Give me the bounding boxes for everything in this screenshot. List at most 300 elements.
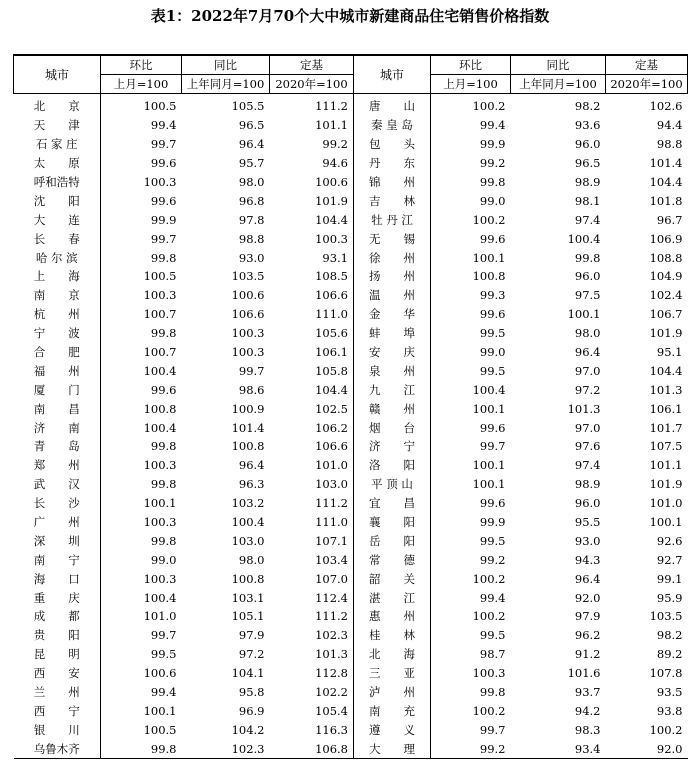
base-value-cell: 108.8 — [649, 250, 683, 265]
yoy-value-cell: 105.5 — [231, 99, 265, 114]
city-name-cell: 蚌 埠 — [354, 324, 431, 343]
mom-value-cell: 99.2 — [431, 739, 511, 758]
mom-value-cell: 99.6 — [479, 496, 506, 511]
base-value-cell: 106.7 — [649, 307, 683, 322]
base-value-cell: 111.2 — [270, 607, 354, 626]
base-value-cell: 106.9 — [649, 231, 683, 246]
mom-value-cell: 99.7 — [479, 722, 506, 737]
yoy-value-cell: 96.0 — [574, 496, 601, 511]
mom-value-cell: 99.8 — [150, 533, 177, 548]
base-value-cell: 94.6 — [270, 154, 354, 173]
table-row — [14, 437, 688, 456]
city-name-cell: 沈 阳 — [14, 191, 101, 210]
base-value-cell: 101.9 — [649, 326, 683, 341]
base-value-cell: 101.9 — [649, 477, 683, 492]
mom-value-cell: 99.4 — [479, 118, 506, 133]
base-value-cell: 101.8 — [649, 193, 683, 208]
mom-value-cell: 100.5 — [143, 99, 177, 114]
mom-value-cell: 99.8 — [479, 685, 506, 700]
city-name-cell: 长 春 — [14, 229, 101, 248]
mom-value-cell: 100.4 — [143, 590, 177, 605]
table-row — [14, 702, 688, 721]
mom-value-cell: 100.1 — [472, 401, 506, 416]
mom-value-cell: 99.7 — [150, 231, 177, 246]
city-name-cell: 唐 山 — [354, 94, 431, 116]
yoy-value-cell: 96.0 — [574, 137, 601, 152]
mom-value-cell: 99.4 — [150, 685, 177, 700]
mom-value-cell: 100.1 — [143, 496, 177, 511]
table-row — [14, 683, 688, 702]
mom-value-cell: 99.5 — [479, 363, 506, 378]
mom-value-cell: 100.3 — [143, 288, 177, 303]
city-name-cell: 丹 东 — [354, 154, 431, 173]
mom-value-cell: 100.2 — [472, 703, 506, 718]
city-name-cell: 南 充 — [354, 702, 431, 721]
city-name-cell: 洛 阳 — [354, 456, 431, 475]
city-name-cell: 大 理 — [354, 739, 431, 758]
yoy-value-cell: 101.3 — [567, 401, 601, 416]
city-name-cell: 无 锡 — [354, 229, 431, 248]
table-row — [14, 569, 688, 588]
city-name-cell: 贵 阳 — [14, 626, 101, 645]
header-mom-base-left: 上月=100 — [101, 75, 182, 94]
header-yoy-right: 同比 — [511, 55, 606, 75]
base-value-cell: 95.9 — [656, 590, 683, 605]
mom-value-cell: 99.6 — [479, 420, 506, 435]
yoy-value-cell: 103.2 — [231, 496, 265, 511]
yoy-value-cell: 101.6 — [567, 666, 601, 681]
table-row — [14, 739, 688, 758]
yoy-value-cell: 105.1 — [231, 609, 265, 624]
table-row — [14, 94, 688, 116]
table-row — [14, 210, 688, 229]
base-value-cell: 101.0 — [270, 456, 354, 475]
mom-value-cell: 100.4 — [143, 420, 177, 435]
city-name-cell: 广 州 — [14, 513, 101, 532]
base-value-cell: 102.5 — [270, 399, 354, 418]
base-value-cell: 112.4 — [270, 588, 354, 607]
base-value-cell: 111.2 — [270, 94, 354, 116]
mom-value-cell: 99.0 — [479, 193, 506, 208]
city-name-cell: 平 顶 山 — [354, 475, 431, 494]
base-value-cell: 108.5 — [270, 267, 354, 286]
base-value-cell: 104.4 — [649, 363, 683, 378]
yoy-value-cell: 97.4 — [574, 212, 601, 227]
city-name-cell: 泸 州 — [354, 683, 431, 702]
mom-value-cell: 100.7 — [143, 345, 177, 360]
yoy-value-cell: 96.5 — [238, 118, 265, 133]
header-mom-right: 环比 — [431, 55, 511, 75]
yoy-value-cell: 96.4 — [574, 571, 601, 586]
header-yoy-left: 同比 — [182, 55, 270, 75]
yoy-value-cell: 96.4 — [574, 345, 601, 360]
mom-value-cell: 99.5 — [479, 628, 506, 643]
city-name-cell: 重 庆 — [14, 588, 101, 607]
base-value-cell: 106.1 — [270, 343, 354, 362]
table-title: 表1：2022年7月70个大中城市新建商品住宅销售价格指数 — [150, 7, 550, 25]
city-name-cell: 昆 明 — [14, 645, 101, 664]
base-value-cell: 100.1 — [649, 515, 683, 530]
base-value-cell: 101.3 — [649, 382, 683, 397]
table-row — [14, 380, 688, 399]
city-name-cell: 惠 州 — [354, 607, 431, 626]
yoy-value-cell: 96.3 — [238, 477, 265, 492]
mom-value-cell: 99.4 — [150, 118, 177, 133]
table-row — [14, 248, 688, 267]
city-name-cell: 北 海 — [354, 645, 431, 664]
table-row — [14, 135, 688, 154]
table-row — [14, 286, 688, 305]
mom-value-cell: 99.9 — [479, 137, 506, 152]
base-value-cell: 101.4 — [649, 156, 683, 171]
yoy-value-cell: 98.9 — [574, 477, 601, 492]
base-value-cell: 94.4 — [656, 118, 683, 133]
base-value-cell: 100.3 — [270, 229, 354, 248]
city-name-cell: 秦 皇 岛 — [354, 116, 431, 135]
yoy-value-cell: 97.9 — [574, 609, 601, 624]
city-name-cell: 济 宁 — [354, 437, 431, 456]
table-row — [14, 494, 688, 513]
base-value-cell: 104.9 — [649, 269, 683, 284]
header-mom-base-right: 上月=100 — [431, 75, 511, 94]
yoy-value-cell: 97.0 — [574, 420, 601, 435]
mom-value-cell: 100.6 — [143, 666, 177, 681]
base-value-cell: 101.7 — [649, 420, 683, 435]
base-value-cell: 99.1 — [656, 571, 683, 586]
mom-value-cell: 100.3 — [472, 666, 506, 681]
yoy-value-cell: 96.8 — [238, 193, 265, 208]
yoy-value-cell: 98.0 — [574, 326, 601, 341]
table-header — [14, 55, 688, 94]
header-city-right: 城市 — [354, 55, 431, 94]
yoy-value-cell: 100.1 — [567, 307, 601, 322]
mom-value-cell: 99.6 — [150, 382, 177, 397]
city-name-cell: 常 德 — [354, 550, 431, 569]
header-yoy-base-right: 上年同月=100 — [511, 75, 606, 94]
city-name-cell: 宁 波 — [14, 324, 101, 343]
table-row — [14, 343, 688, 362]
table-row — [14, 626, 688, 645]
header-base-base-right: 2020年=100 — [606, 75, 688, 94]
yoy-value-cell: 98.6 — [238, 382, 265, 397]
mom-value-cell: 99.2 — [479, 156, 506, 171]
base-value-cell: 95.1 — [656, 345, 683, 360]
yoy-value-cell: 96.9 — [238, 703, 265, 718]
base-value-cell: 98.8 — [656, 137, 683, 152]
city-name-cell: 遵 义 — [354, 720, 431, 739]
mom-value-cell: 100.3 — [143, 175, 177, 189]
yoy-value-cell: 99.8 — [574, 250, 601, 265]
mom-value-cell: 99.5 — [150, 647, 177, 662]
table-row — [14, 645, 688, 664]
mom-value-cell: 100.2 — [472, 212, 506, 227]
city-name-cell: 三 亚 — [354, 664, 431, 683]
header-base-left: 定基 — [270, 55, 354, 75]
mom-value-cell: 99.9 — [150, 212, 177, 227]
base-value-cell: 98.2 — [656, 628, 683, 643]
table-row — [14, 324, 688, 343]
yoy-value-cell: 98.0 — [238, 175, 265, 189]
base-value-cell: 100.6 — [270, 173, 354, 192]
mom-value-cell: 100.3 — [143, 458, 177, 473]
city-name-cell: 呼和浩特 — [14, 173, 101, 192]
base-value-cell: 105.4 — [270, 702, 354, 721]
base-value-cell: 111.0 — [270, 305, 354, 324]
mom-value-cell: 100.3 — [143, 515, 177, 530]
yoy-value-cell: 100.9 — [231, 401, 265, 416]
table-row — [14, 229, 688, 248]
yoy-value-cell: 98.2 — [574, 99, 601, 114]
base-value-cell: 103.5 — [649, 609, 683, 624]
base-value-cell: 106.8 — [270, 739, 354, 758]
base-value-cell: 101.9 — [270, 191, 354, 210]
city-name-cell: 深 圳 — [14, 531, 101, 550]
yoy-value-cell: 94.3 — [574, 552, 601, 567]
mom-value-cell: 100.2 — [472, 609, 506, 624]
yoy-value-cell: 93.7 — [574, 685, 601, 700]
header-city-left: 城市 — [14, 55, 101, 94]
city-name-cell: 襄 阳 — [354, 513, 431, 532]
yoy-value-cell: 96.0 — [574, 269, 601, 284]
base-value-cell: 101.3 — [270, 645, 354, 664]
city-name-cell: 兰 州 — [14, 683, 101, 702]
city-name-cell: 长 沙 — [14, 494, 101, 513]
table-row — [14, 513, 688, 532]
city-name-cell: 温 州 — [354, 286, 431, 305]
table-row — [14, 720, 688, 739]
mom-value-cell: 99.8 — [150, 439, 177, 454]
base-value-cell: 104.4 — [649, 175, 683, 189]
base-value-cell: 116.3 — [270, 720, 354, 739]
mom-value-cell: 100.8 — [143, 401, 177, 416]
table-row — [14, 154, 688, 173]
mom-value-cell: 99.0 — [150, 552, 177, 567]
city-name-cell: 西 安 — [14, 664, 101, 683]
city-name-cell: 包 头 — [354, 135, 431, 154]
yoy-value-cell: 95.5 — [574, 515, 601, 530]
city-name-cell: 银 川 — [14, 720, 101, 739]
yoy-value-cell: 100.6 — [231, 288, 265, 303]
yoy-value-cell: 96.5 — [574, 156, 601, 171]
header-base-right: 定基 — [606, 55, 688, 75]
city-name-cell: 成 都 — [14, 607, 101, 626]
city-name-cell: 济 南 — [14, 418, 101, 437]
city-name-cell: 安 庆 — [354, 343, 431, 362]
city-name-cell: 徐 州 — [354, 248, 431, 267]
yoy-value-cell: 96.4 — [238, 137, 265, 152]
table-row — [14, 531, 688, 550]
yoy-value-cell: 98.1 — [574, 193, 601, 208]
table-row — [14, 399, 688, 418]
base-value-cell: 102.2 — [270, 683, 354, 702]
table-row — [14, 588, 688, 607]
city-name-cell: 杭 州 — [14, 305, 101, 324]
yoy-value-cell: 97.0 — [574, 363, 601, 378]
city-name-cell: 湛 江 — [354, 588, 431, 607]
yoy-value-cell: 91.2 — [574, 647, 601, 662]
city-name-cell: 南 昌 — [14, 399, 101, 418]
mom-value-cell: 99.7 — [150, 137, 177, 152]
city-name-cell: 乌鲁木齐 — [14, 739, 101, 758]
base-value-cell: 104.4 — [270, 380, 354, 399]
city-name-cell: 上 海 — [14, 267, 101, 286]
city-name-cell: 海 口 — [14, 569, 101, 588]
base-value-cell: 106.6 — [270, 286, 354, 305]
table-row — [14, 116, 688, 135]
mom-value-cell: 100.5 — [143, 269, 177, 284]
base-value-cell: 106.6 — [270, 437, 354, 456]
city-name-cell: 青 岛 — [14, 437, 101, 456]
yoy-value-cell: 97.8 — [238, 212, 265, 227]
base-value-cell: 102.4 — [649, 288, 683, 303]
city-name-cell: 吉 林 — [354, 191, 431, 210]
mom-value-cell: 100.8 — [472, 269, 506, 284]
mom-value-cell: 99.8 — [150, 250, 177, 265]
base-value-cell: 101.1 — [270, 116, 354, 135]
table-row — [14, 418, 688, 437]
city-name-cell: 南 宁 — [14, 550, 101, 569]
yoy-value-cell: 92.0 — [574, 590, 601, 605]
mom-value-cell: 99.7 — [150, 628, 177, 643]
yoy-value-cell: 95.7 — [238, 156, 265, 171]
yoy-value-cell: 96.4 — [238, 458, 265, 473]
yoy-value-cell: 104.1 — [231, 666, 265, 681]
table-row — [14, 607, 688, 626]
city-name-cell: 锦 州 — [354, 173, 431, 192]
yoy-value-cell: 97.2 — [238, 647, 265, 662]
table-row — [14, 664, 688, 683]
base-value-cell: 101.1 — [649, 458, 683, 473]
yoy-value-cell: 94.2 — [574, 703, 601, 718]
city-name-cell: 扬 州 — [354, 267, 431, 286]
yoy-value-cell: 103.0 — [231, 533, 265, 548]
mom-value-cell: 99.8 — [150, 326, 177, 341]
mom-value-cell: 99.6 — [150, 193, 177, 208]
table-body — [14, 94, 688, 759]
mom-value-cell: 100.4 — [472, 382, 506, 397]
city-name-cell: 九 江 — [354, 380, 431, 399]
mom-value-cell: 99.6 — [479, 307, 506, 322]
city-name-cell: 哈 尔 滨 — [14, 248, 101, 267]
table-row — [14, 305, 688, 324]
yoy-value-cell: 93.0 — [238, 250, 265, 265]
city-name-cell: 太 原 — [14, 154, 101, 173]
yoy-value-cell: 98.8 — [238, 231, 265, 246]
yoy-value-cell: 95.8 — [238, 685, 265, 700]
base-value-cell: 92.7 — [656, 552, 683, 567]
base-value-cell: 100.2 — [649, 722, 683, 737]
table-row — [14, 475, 688, 494]
table-row — [14, 191, 688, 210]
price-index-table — [13, 54, 688, 759]
base-value-cell: 93.5 — [656, 685, 683, 700]
city-name-cell: 桂 林 — [354, 626, 431, 645]
city-name-cell: 金 华 — [354, 305, 431, 324]
header-base-base-left: 2020年=100 — [270, 75, 354, 94]
yoy-value-cell: 103.5 — [231, 269, 265, 284]
base-value-cell: 104.4 — [270, 210, 354, 229]
base-value-cell: 105.8 — [270, 361, 354, 380]
base-value-cell: 107.0 — [270, 569, 354, 588]
mom-value-cell: 99.6 — [150, 156, 177, 171]
mom-value-cell: 100.2 — [472, 571, 506, 586]
mom-value-cell: 99.5 — [479, 533, 506, 548]
mom-value-cell: 99.2 — [479, 552, 506, 567]
base-value-cell: 106.1 — [649, 401, 683, 416]
base-value-cell: 103.0 — [270, 475, 354, 494]
base-value-cell: 96.7 — [656, 212, 683, 227]
city-name-cell: 大 连 — [14, 210, 101, 229]
yoy-value-cell: 100.8 — [231, 439, 265, 454]
city-name-cell: 赣 州 — [354, 399, 431, 418]
city-name-cell: 石 家 庄 — [14, 135, 101, 154]
city-name-cell: 福 州 — [14, 361, 101, 380]
yoy-value-cell: 97.2 — [574, 382, 601, 397]
yoy-value-cell: 98.9 — [574, 175, 601, 189]
header-yoy-base-left: 上年同月=100 — [182, 75, 270, 94]
mom-value-cell: 100.1 — [472, 477, 506, 492]
base-value-cell: 111.0 — [270, 513, 354, 532]
mom-value-cell: 99.4 — [479, 590, 506, 605]
yoy-value-cell: 99.7 — [238, 363, 265, 378]
mom-value-cell: 99.8 — [150, 477, 177, 492]
city-name-cell: 天 津 — [14, 116, 101, 135]
city-name-cell: 宜 昌 — [354, 494, 431, 513]
yoy-value-cell: 93.4 — [511, 739, 606, 758]
base-value-cell: 99.2 — [270, 135, 354, 154]
mom-value-cell: 100.3 — [143, 571, 177, 586]
city-name-cell: 烟 台 — [354, 418, 431, 437]
yoy-value-cell: 98.0 — [238, 552, 265, 567]
header-mom-left: 环比 — [101, 55, 182, 75]
mom-value-cell: 100.1 — [143, 703, 177, 718]
city-name-cell: 武 汉 — [14, 475, 101, 494]
city-name-cell: 合 肥 — [14, 343, 101, 362]
mom-value-cell: 100.1 — [472, 458, 506, 473]
city-name-cell: 岳 阳 — [354, 531, 431, 550]
yoy-value-cell: 96.2 — [574, 628, 601, 643]
yoy-value-cell: 101.4 — [231, 420, 265, 435]
base-value-cell: 102.6 — [649, 99, 683, 114]
yoy-value-cell: 93.6 — [574, 118, 601, 133]
city-name-cell: 南 京 — [14, 286, 101, 305]
table-row — [14, 361, 688, 380]
base-value-cell: 92.6 — [656, 533, 683, 548]
table-row — [14, 267, 688, 286]
base-value-cell: 103.4 — [270, 550, 354, 569]
yoy-value-cell: 104.2 — [231, 722, 265, 737]
mom-value-cell: 98.7 — [479, 647, 506, 662]
base-value-cell: 93.8 — [656, 703, 683, 718]
city-name-cell: 厦 门 — [14, 380, 101, 399]
mom-value-cell: 99.3 — [479, 288, 506, 303]
mom-value-cell: 99.8 — [101, 739, 182, 758]
city-name-cell: 韶 关 — [354, 569, 431, 588]
table-row — [14, 456, 688, 475]
yoy-value-cell: 97.6 — [574, 439, 601, 454]
yoy-value-cell: 97.4 — [574, 458, 601, 473]
yoy-value-cell: 93.0 — [574, 533, 601, 548]
yoy-value-cell: 103.1 — [231, 590, 265, 605]
yoy-value-cell: 97.5 — [574, 288, 601, 303]
yoy-value-cell: 100.4 — [567, 231, 601, 246]
mom-value-cell: 100.1 — [472, 250, 506, 265]
base-value-cell: 107.1 — [270, 531, 354, 550]
yoy-value-cell: 106.6 — [231, 307, 265, 322]
mom-value-cell: 99.5 — [479, 326, 506, 341]
base-value-cell: 105.6 — [270, 324, 354, 343]
mom-value-cell: 100.5 — [143, 722, 177, 737]
